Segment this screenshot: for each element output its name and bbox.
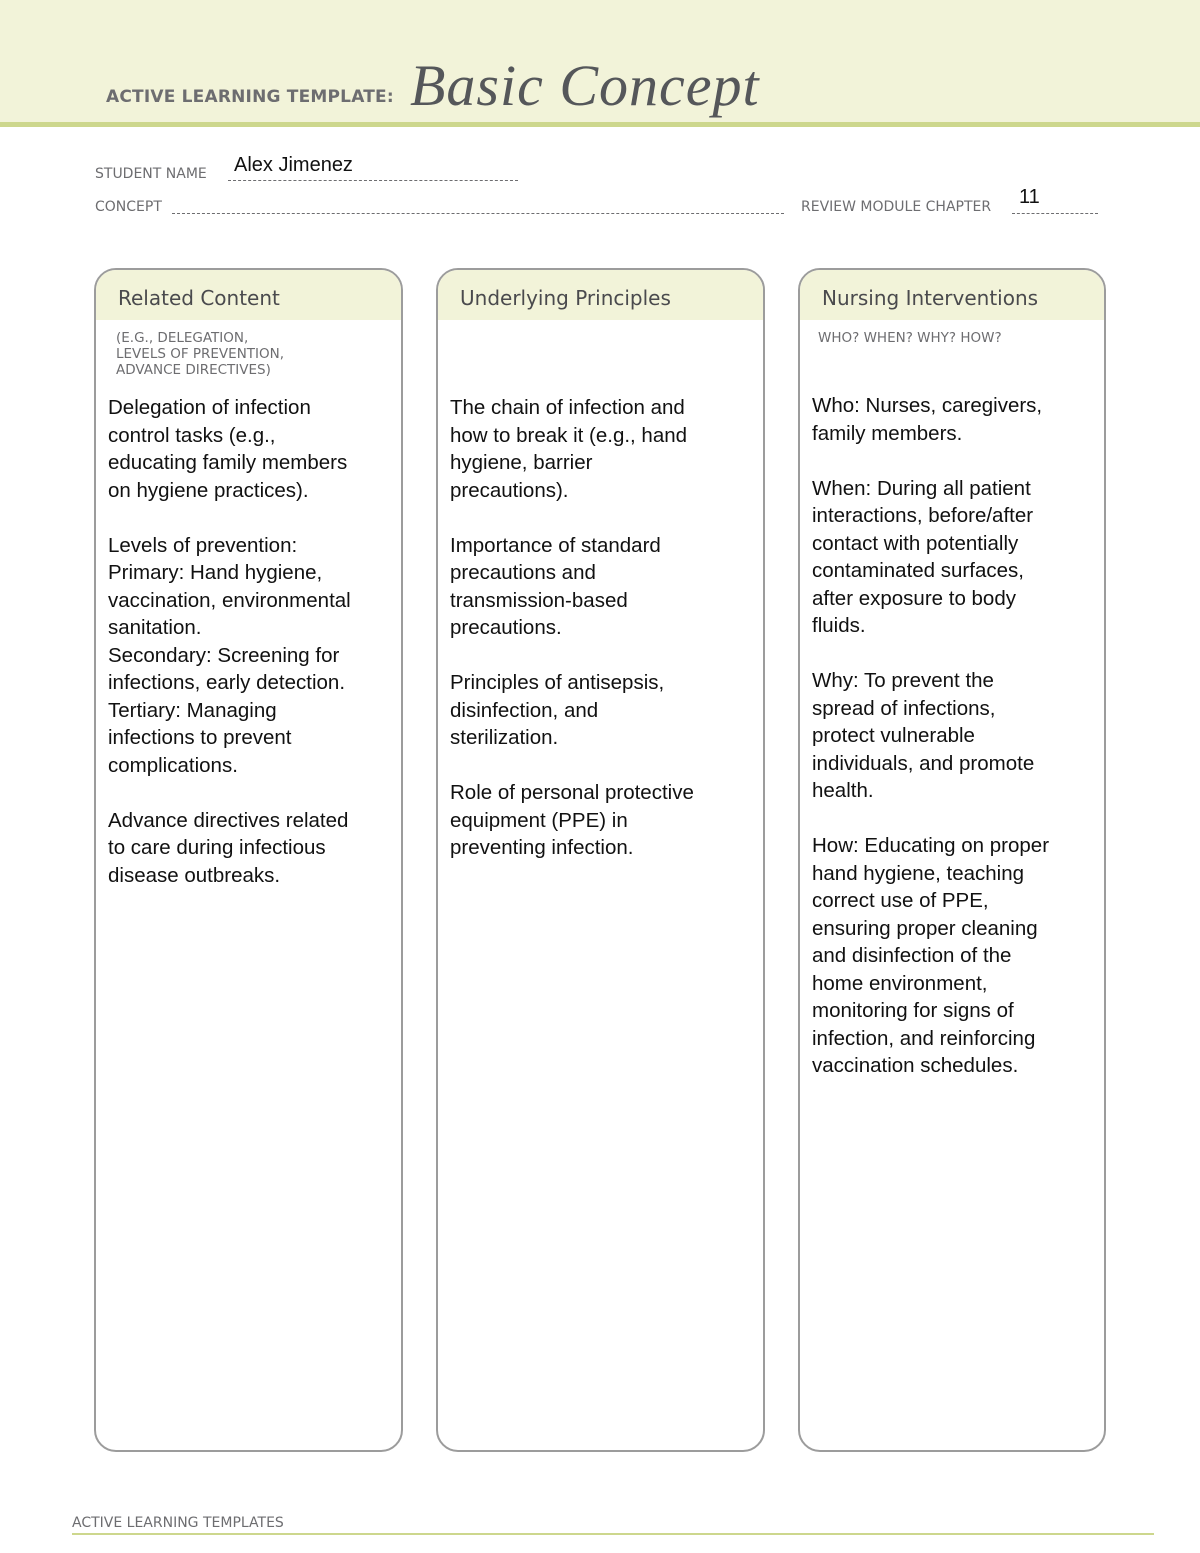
footer-label: ACTIVE LEARNING TEMPLATES (72, 1515, 284, 1531)
review-module-field[interactable]: 11 (1019, 186, 1040, 208)
underlying-principles-text[interactable]: The chain of infection and how to break it (e.g., hand hygiene, barrier precautions). Importance of standard precautions and transmission-based precautions. Principles of antisepsis, disinfection, and sterilization. Role of personal protective equipment (PPE) in preventing infection. (450, 396, 694, 859)
concept-label: CONCEPT (95, 199, 162, 215)
student-name-field[interactable]: Alex Jimenez (234, 154, 353, 176)
nursing-interventions-text[interactable]: Who: Nurses, caregivers, family members. When: During all patient interactions, before/after contact with potentially contaminated surfaces, after exposure to body fluids. Why: To prevent the spread of infections, protect vulnerable individuals, and promote health. How: Educating on proper hand hygiene, teaching correct use of PPE, ensuring proper cleaning and disinfection of the home environment, monitoring for signs of infection, and reinforcing vaccination schedules. (812, 394, 1050, 1077)
template-label: ACTIVE LEARNING TEMPLATE: (106, 87, 394, 107)
nursing-interventions-panel (798, 268, 1106, 1452)
header-rule (0, 122, 1200, 127)
related-content-panel (94, 268, 403, 1452)
footer-rule (72, 1533, 1154, 1535)
underlying-principles-panel (436, 268, 765, 1452)
review-module-underline (1012, 213, 1098, 214)
review-module-label: REVIEW MODULE CHAPTER (801, 199, 992, 215)
nursing-interventions-title: Nursing Interventions (800, 270, 1104, 322)
related-content-hint: (E.G., DELEGATION, LEVELS OF PREVENTION, ADVANCE DIRECTIVES) (116, 330, 285, 378)
related-content-title: Related Content (96, 270, 401, 322)
concept-underline (172, 213, 784, 214)
nursing-interventions-hint: WHO? WHEN? WHY? HOW? (818, 330, 1002, 346)
related-content-text[interactable]: Delegation of infection control tasks (e.g., educating family members on hygiene practices). Levels of prevention: Primary: Hand hygiene, vaccination, environmental sanitation. Secondary: Screening for infections, early detection. Tertiary: Managing infections to prevent complications. Advance directives related to care during infectious disease outbreaks. (108, 396, 351, 887)
underlying-principles-title: Underlying Principles (438, 270, 763, 322)
student-name-underline (228, 180, 518, 181)
student-name-label: STUDENT NAME (95, 166, 207, 182)
template-title: Basic Concept (410, 53, 760, 118)
